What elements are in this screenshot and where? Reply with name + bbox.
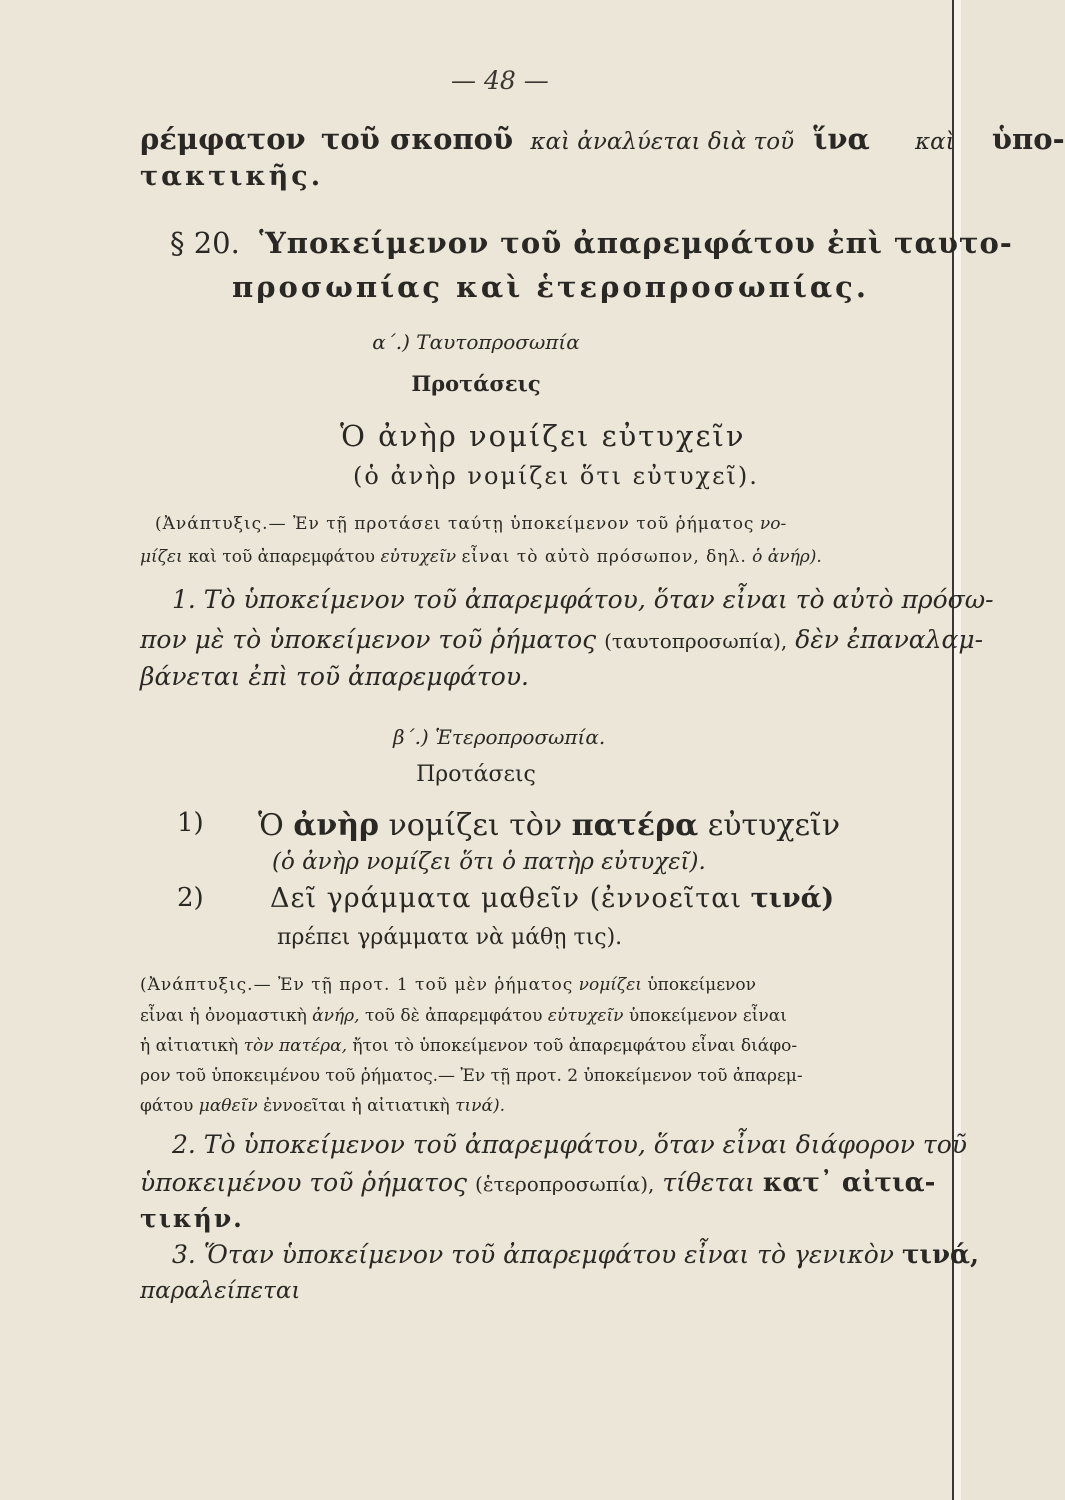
part-b-analysis-line-1	[140, 975, 756, 995]
section-number: § 20.	[170, 226, 240, 260]
analysis-text: εὐτυχεῖν	[547, 1006, 624, 1026]
rule-text: τίθεται	[662, 1168, 755, 1197]
part-a-label: α΄.) Ταυτοπροσωπία	[372, 330, 580, 354]
part-b-analysis-line-4: ρον τοῦ ὑποκειμένου τοῦ ῥήματος.— Ἐν τῇ προτ. 2 ὑποκείμενον τοῦ ἀπαρεμ-	[140, 1066, 803, 1086]
example-2	[270, 883, 834, 914]
part-b-analysis-line-3	[140, 1036, 797, 1056]
page-edge-strip	[954, 0, 961, 1500]
part-a-analysis-line-1	[155, 514, 786, 534]
rule-3-line-1	[172, 1240, 979, 1270]
intro-word: καὶ ἀναλύεται διὰ τοῦ	[530, 129, 795, 155]
rule-text: 3. Ὅταν ὑποκείμενον τοῦ ἀπαρεμφάτου εἶναι τὸ γενικὸν	[172, 1240, 894, 1269]
rule-2-line-1: 2. Τὸ ὑποκείμενον τοῦ ἀπαρεμφάτου, ὅταν εἶναι διάφορον τοῦ	[172, 1130, 967, 1159]
example-word: Ὁ	[258, 808, 284, 843]
intro-line-2: τακτικῆς.	[140, 161, 324, 192]
section-heading-line-2: προσωπίας καὶ ἑτεροπροσωπίας.	[232, 270, 869, 304]
part-b-protaseis: Προτάσεις	[416, 762, 536, 787]
analysis-text: εὐτυχεῖν	[380, 547, 457, 567]
analysis-text: ἀνήρ,	[312, 1006, 360, 1026]
part-a-example: Ὁ ἀνὴρ νομίζει εὐτυχεῖν	[340, 419, 746, 453]
rule-1-line-2	[140, 625, 983, 654]
analysis-text: (Ἀνάπτυξις.— Ἐν τῇ προτ. 1 τοῦ μὲν ῥήματος	[140, 975, 574, 995]
intro-word: τοῦ σκοποῦ	[320, 122, 514, 156]
analysis-text: νομίζει	[578, 975, 642, 995]
section-heading-line-1	[170, 226, 1013, 260]
example-word: Δεῖ γράμματα μαθεῖν (ἐννοεῖται	[270, 883, 743, 914]
rule-1-line-3: βάνεται ἐπὶ τοῦ ἀπαρεμφάτου.	[140, 662, 530, 691]
section-title-part-1: Ὑποκείμενον τοῦ ἀπαρεμφάτου ἐπὶ ταυτο-	[259, 226, 1013, 260]
example-word: εὐτυχεῖν	[707, 808, 841, 843]
analysis-text: τὸν πατέρα,	[243, 1036, 348, 1056]
analysis-text: νο-	[759, 514, 787, 534]
example-2-paren: πρέπει γράμματα νὰ μάθῃ τις).	[277, 925, 623, 950]
rule-3-line-2: παραλείπεται	[140, 1278, 301, 1304]
intro-word: ἵνα	[813, 122, 870, 156]
rule-1-line-1: 1. Τὸ ὑποκείμενον τοῦ ἀπαρεμφάτου, ὅταν εἶναι τὸ αὐτὸ πρόσω-	[172, 585, 994, 614]
part-b-analysis-line-5	[140, 1096, 505, 1116]
analysis-text: τινά).	[455, 1096, 506, 1116]
part-a-analysis-line-2	[140, 547, 822, 567]
analysis-text: εἶναι ἡ ὀνομαστικὴ	[140, 1006, 307, 1026]
rule-text: (ταυτοπροσωπία),	[604, 629, 788, 653]
rule-text: ὑποκειμένου τοῦ ῥήματος	[140, 1168, 468, 1197]
rule-text: δὲν ἐπαναλαμ-	[795, 625, 984, 654]
example-2-number: 2)	[177, 883, 204, 913]
analysis-text: μίζει	[140, 547, 183, 567]
analysis-text: ἐννοεῖται ἡ αἰτιατικὴ	[263, 1096, 450, 1116]
analysis-text: ὑποκείμενον εἶναι	[628, 1006, 787, 1026]
rule-2-line-3: τικήν.	[140, 1204, 244, 1233]
intro-line-1	[140, 122, 1065, 156]
analysis-text: εἶναι τὸ αὐτὸ πρόσωπον, δηλ.	[461, 547, 747, 567]
example-word: τινά)	[750, 883, 835, 914]
part-a-example-paren: (ὁ ἀνὴρ νομίζει ὅτι εὐτυχεῖ).	[353, 462, 759, 490]
rule-text: τινά,	[901, 1240, 980, 1270]
analysis-text: μαθεῖν	[198, 1096, 258, 1116]
rule-text: πον μὲ τὸ ὑποκείμενον τοῦ ῥήματος	[140, 625, 597, 654]
rule-2-line-2	[140, 1168, 935, 1198]
analysis-text: καὶ τοῦ ἀπαρεμφάτου	[188, 547, 376, 567]
part-b-label: β΄.) Ἑτεροπροσωπία.	[393, 725, 606, 749]
part-b-analysis-line-2	[140, 1006, 787, 1026]
intro-word: καὶ	[915, 129, 955, 155]
example-word: πατέρα	[571, 808, 699, 843]
analysis-text: τοῦ δὲ ἀπαρεμφάτου	[364, 1006, 543, 1026]
page-number: — 48 —	[451, 66, 549, 95]
rule-text: (ἑτεροπροσωπία),	[475, 1172, 655, 1196]
part-a-protaseis: Προτάσεις	[411, 371, 541, 396]
intro-word: ρέμφατον	[140, 122, 306, 156]
intro-word: ὑπο-	[991, 122, 1065, 156]
analysis-text: φάτου	[140, 1096, 194, 1116]
analysis-text: ὑποκείμενον	[647, 975, 756, 995]
rule-text: κατ᾽ αἰτια-	[762, 1168, 936, 1198]
example-word: ἀνὴρ	[293, 808, 379, 843]
example-1-number: 1)	[177, 808, 204, 838]
analysis-text: ἤτοι τὸ ὑποκείμενον τοῦ ἀπαρεμφάτου εἶναι διάφο-	[352, 1036, 798, 1056]
example-1	[258, 808, 840, 843]
analysis-text: (Ἀνάπτυξις.— Ἐν τῇ προτάσει ταύτῃ ὑποκείμενον τοῦ ῥήματος	[155, 514, 755, 534]
analysis-text: ὁ ἀνήρ).	[752, 547, 822, 567]
analysis-text: ἡ αἰτιατικὴ	[140, 1036, 239, 1056]
example-1-paren: (ὁ ἀνὴρ νομίζει ὅτι ὁ πατὴρ εὐτυχεῖ).	[272, 849, 706, 875]
example-word: νομίζει τὸν	[388, 808, 563, 843]
